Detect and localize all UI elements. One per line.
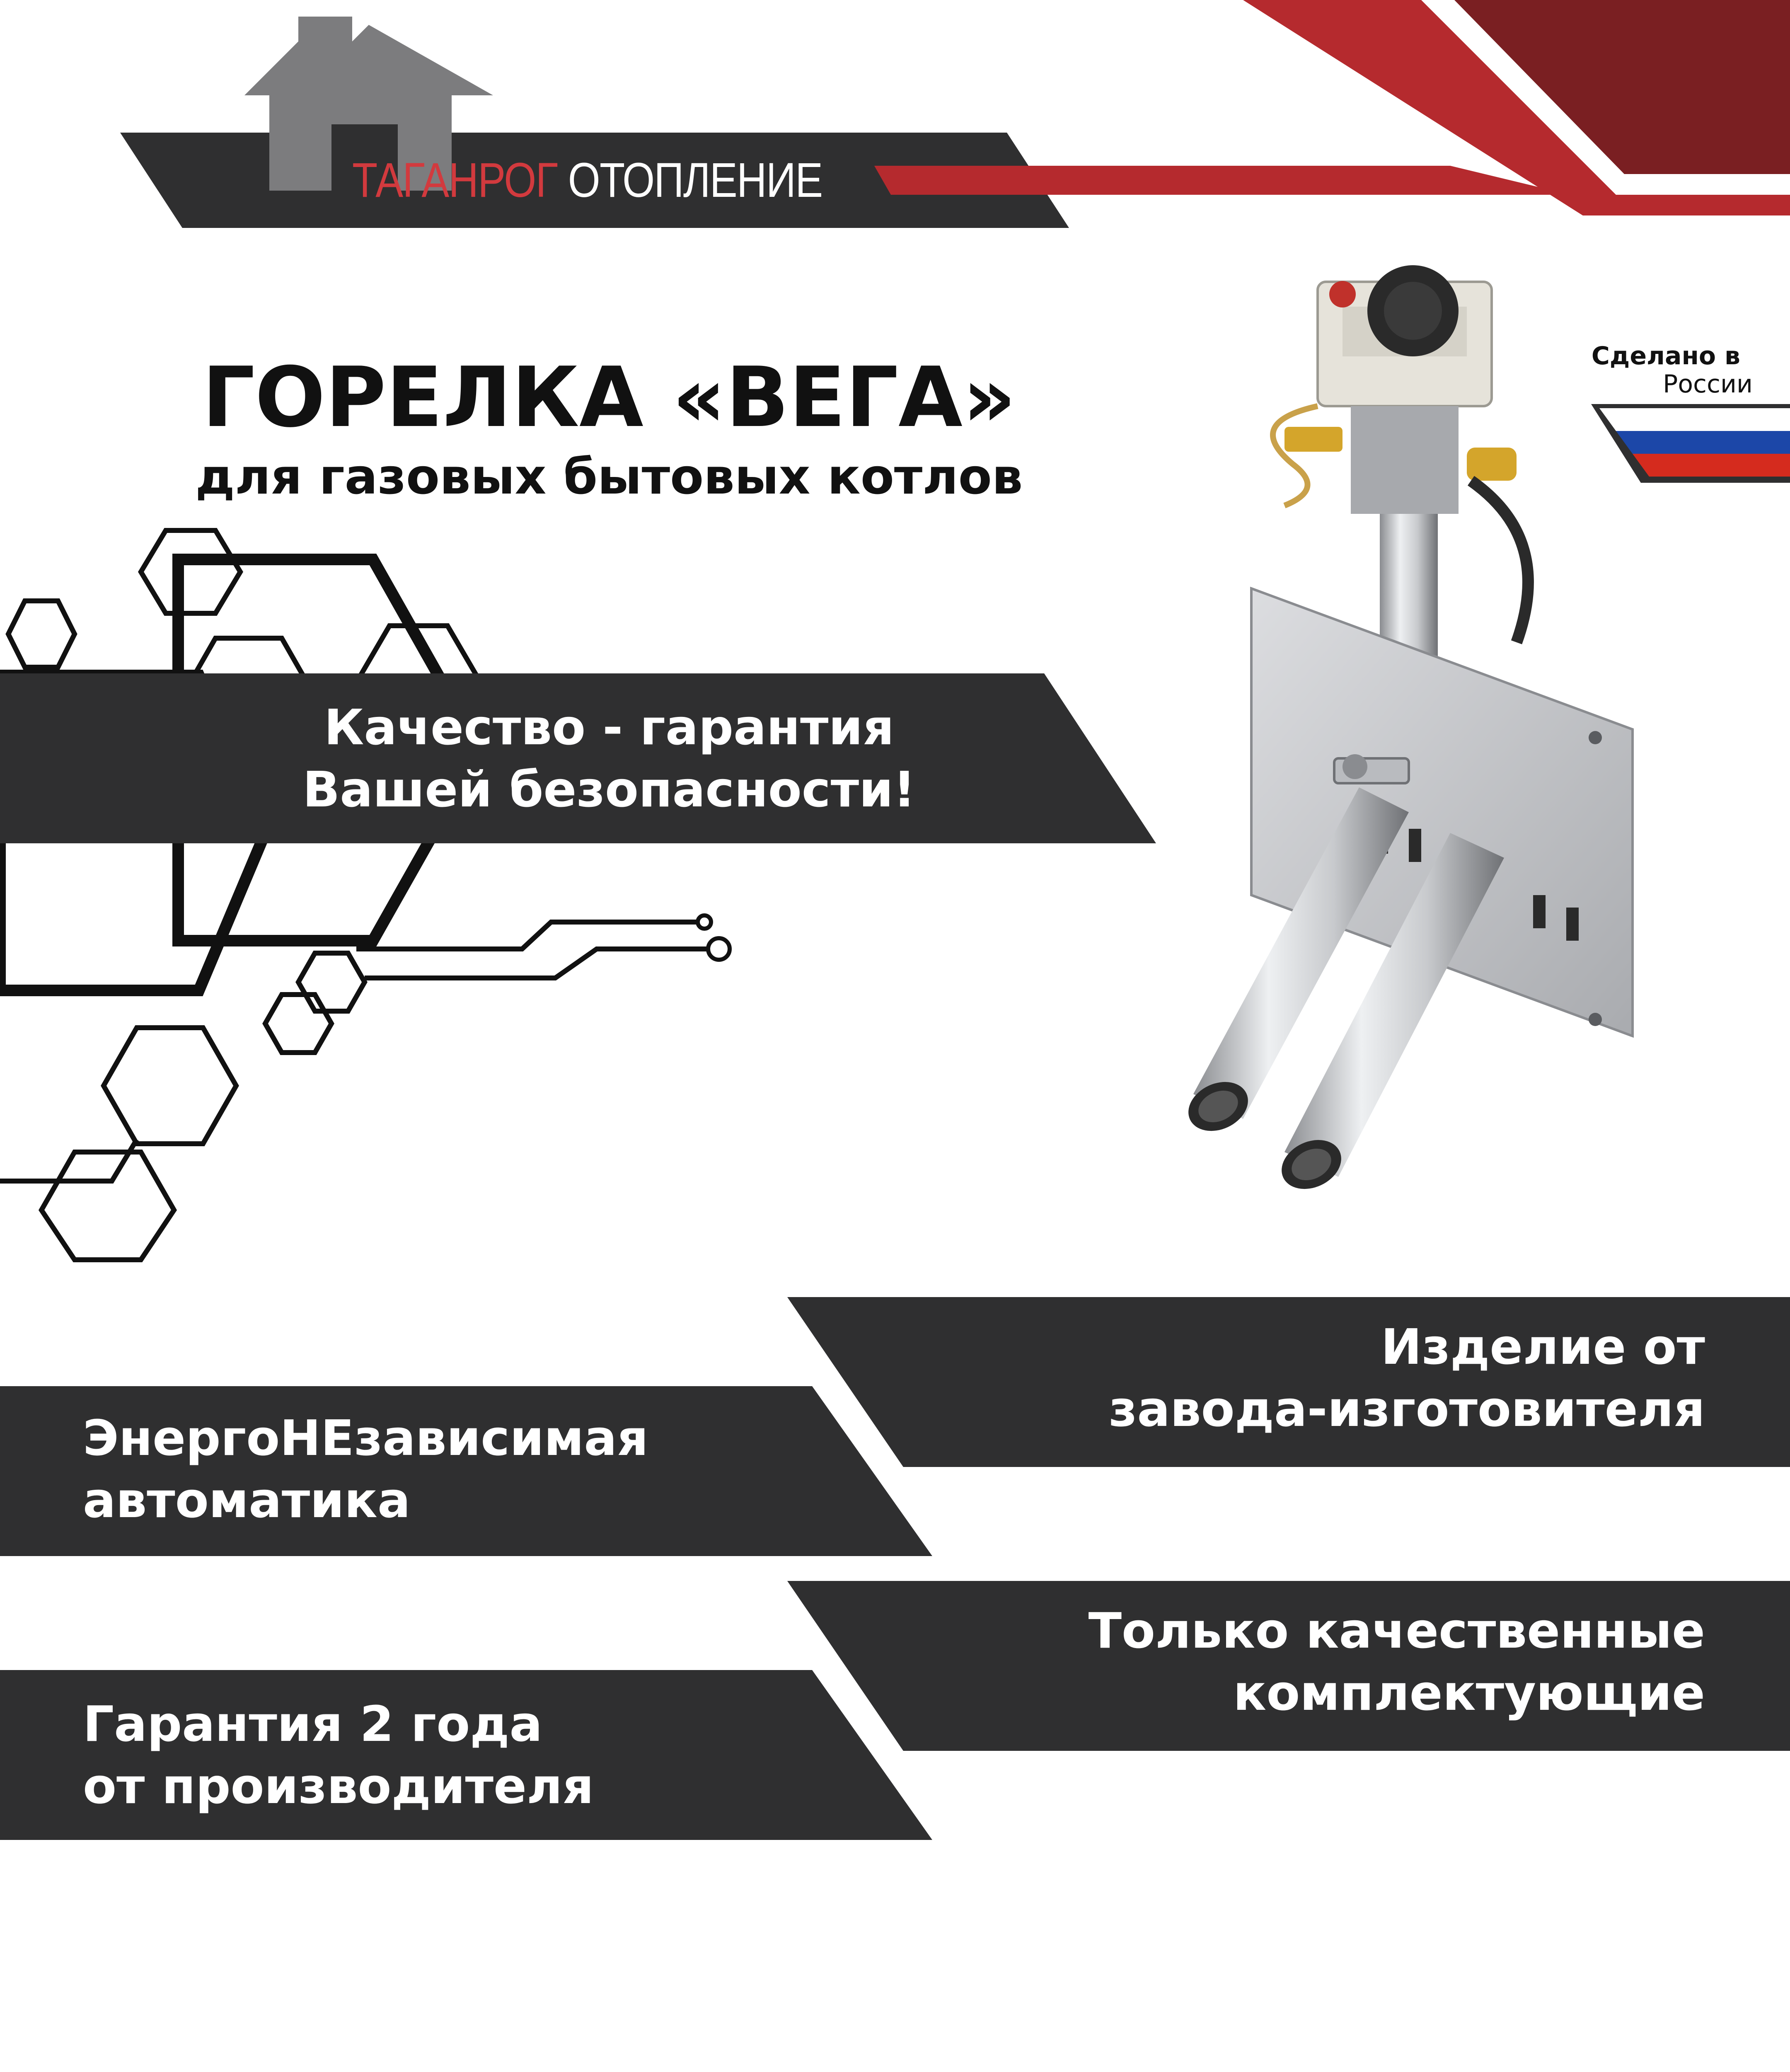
hexagon-circuit-decoration (0, 518, 829, 1264)
made-in-label-line2: России (1663, 370, 1753, 399)
brand-name (352, 151, 822, 209)
energy-text-line2: автоматика (83, 1472, 411, 1529)
energy-text-line1: ЭнергоНЕзависимая (83, 1409, 648, 1467)
quality-text-line1: Качество - гарантия (324, 699, 895, 756)
warranty-text-line1: Гарантия 2 года (83, 1695, 543, 1752)
warranty-text-line2: от производителя (83, 1757, 594, 1815)
factory-text-line2: завода-изготовителя (1108, 1380, 1705, 1438)
product-title: ГОРЕЛКА «ВЕГА» (202, 349, 1016, 446)
components-text-line1: Только качественные (1088, 1602, 1705, 1659)
brand-name-white: ОТОПЛЕНИЕ (568, 153, 822, 208)
brand-name-red: ТАГАНРОГ (352, 153, 558, 208)
components-text-line2: комплектующие (1233, 1664, 1705, 1721)
quality-text-line2: Вашей безопасности! (302, 761, 916, 818)
factory-text-line1: Изделие от (1381, 1318, 1705, 1375)
product-subtitle: для газовых бытовых котлов (195, 448, 1023, 505)
made-in-label-line1: Сделано в (1591, 341, 1740, 370)
